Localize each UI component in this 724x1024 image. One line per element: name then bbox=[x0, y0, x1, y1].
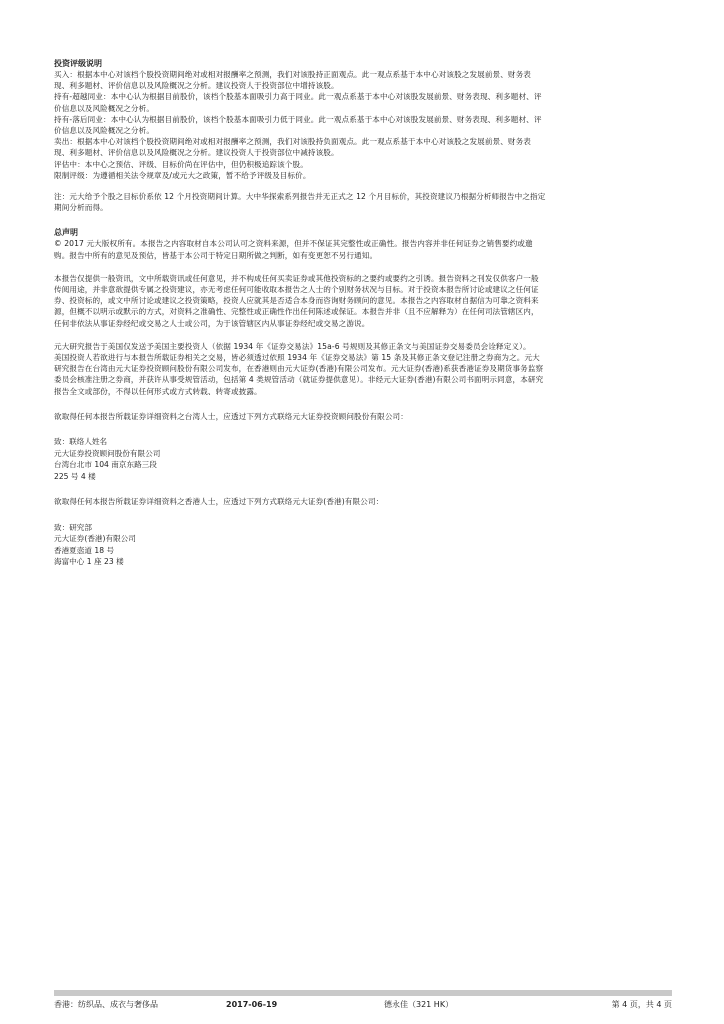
taiwan-address-line: 元大证券投资顾问股份有限公司 bbox=[54, 448, 161, 458]
rating-line: 持有-超越同业：本中心认为根据目前股价，该档个股基本面吸引力高于同业。此一观点系基于本中心对该股发展前景、财务表现、利多题材、评 bbox=[54, 92, 542, 102]
disclaimer-line: 任何非依法从事证券经纪或交易之人士或公司，为于该管辖区内从事证券经纪或交易之游说。 bbox=[54, 318, 370, 328]
footer-date: 2017-06-19 bbox=[226, 1000, 278, 1009]
hongkong-address-line: 海富中心 1 座 23 楼 bbox=[54, 557, 124, 567]
disclaimer-line: 元大研究报告于美国仅发送予美国主要投资人（依据 1934 年《证券交易法》15a-6 号规则及其修正条文与美国证券交易委员会诠释定义）。 bbox=[54, 341, 531, 351]
disclaimer-line: 券、投资标的，或文中所讨论或建议之投资策略，投资人应就其是否适合本身而咨询财务顾问的意见。本报告之内容取材自据信为可靠之资料来 bbox=[54, 296, 539, 306]
disclaimer-line: © 2017 元大版权所有。本报告之内容取材自本公司认可之资料来源，但并不保证其完整性或正确性。报告内容并非任何证券之销售要约或邀 bbox=[54, 239, 533, 249]
report-page bbox=[54, 58, 672, 568]
taiwan-address-line: 致：联络人姓名 bbox=[54, 437, 108, 447]
footer-company: 德永佳（321 HK） bbox=[384, 1000, 454, 1009]
taiwan-address-line: 225 号 4 楼 bbox=[54, 471, 96, 481]
hongkong-address-line: 致：研究部 bbox=[54, 522, 92, 532]
footer-divider bbox=[54, 990, 672, 996]
rating-line: 现、利多题材、评价信息以及风险概况之分析。建议投资人于投资部位中减持该股。 bbox=[54, 148, 339, 158]
page-footer bbox=[54, 998, 672, 1012]
disclaimer-section-title: 总声明 bbox=[54, 228, 78, 238]
rating-line: 限制评级：为遵循相关法令规章及/或元大之政策，暂不给予评级及目标价。 bbox=[54, 170, 311, 180]
taiwan-contact-intro: 欲取得任何本报告所载证券详细资料之台湾人士，应透过下列方式联络元大证券投资顾问股份有限公司： bbox=[54, 411, 408, 421]
taiwan-address-line: 台湾台北市 104 南京东路三段 bbox=[54, 460, 157, 470]
rating-note: 期间分析而得。 bbox=[54, 203, 108, 213]
disclaimer-line: 本报告仅提供一般资讯，文中所载资讯或任何意见，并不构成任何买卖证券或其他投资标的之要约或要约之引诱。报告资料之刊发仅供客户一般 bbox=[54, 273, 539, 283]
footer-sector: 香港：纺织品、成衣与奢侈品 bbox=[54, 1000, 158, 1009]
disclaimer-line: 购。报告中所有的意见及预估，皆基于本公司于特定日期所做之判断，如有变更恕不另行通知。 bbox=[54, 250, 378, 260]
hongkong-contact-intro: 欲取得任何本报告所载证券详细资料之香港人士，应透过下列方式联络元大证券(香港)有限公司： bbox=[54, 497, 384, 507]
disclaimer-line: 源，但概不以明示或默示的方式，对资料之准确性、完整性或正确性作出任何陈述或保证。本报告并非（且不应解释为）在任何司法管辖区内， bbox=[54, 307, 539, 317]
disclaimer-line: 美国投资人若欲进行与本报告所载证券相关之交易，皆必须透过依照 1934 年《证券交易法》第 15 条及其修正条文登记注册之券商为之。元大 bbox=[54, 353, 540, 363]
rating-line: 价信息以及风险概况之分析。 bbox=[54, 126, 155, 136]
rating-line: 价信息以及风险概况之分析。 bbox=[54, 103, 155, 113]
rating-line: 持有-落后同业：本中心认为根据目前股价，该档个股基本面吸引力低于同业。此一观点系基于本中心对该股发展前景、财务表现、利多题材、评 bbox=[54, 114, 542, 124]
rating-line: 买入：根据本中心对该档个股投资期间绝对或相对报酬率之预测，我们对该股持正面观点。此一观点系基于本中心对该股之发展前景、财务表 bbox=[54, 70, 532, 79]
rating-line: 评估中：本中心之预估、评级、目标价尚在评估中，但仍积极追踪该个股。 bbox=[54, 159, 308, 169]
rating-section-title: 投资评级说明 bbox=[54, 59, 102, 68]
hongkong-address-line: 元大证券(香港)有限公司 bbox=[54, 534, 136, 544]
rating-note: 注：元大给予个股之目标价系依 12 个月投资期间计算。大中华探索系列报告并无正式之 12 个月目标价，其投资建议乃根据分析师报告中之指定 bbox=[54, 192, 546, 202]
disclaimer-line: 委员会核准注册之券商，并获许从事受规管活动，包括第 4 类规管活动（就证券提供意见）。非经元大证券(香港)有限公司书面明示同意，本研究 bbox=[54, 375, 544, 385]
footer-page-number: 第 4 页，共 4 页 bbox=[611, 1000, 672, 1009]
rating-line: 现、利多题材、评价信息以及风险概况之分析。建议投资人于投资部位中增持该股。 bbox=[54, 81, 339, 91]
rating-line: 卖出：根据本中心对该档个股投资期间绝对或相对报酬率之预测，我们对该股持负面观点。此一观点系基于本中心对该股之发展前景、财务表 bbox=[54, 137, 532, 147]
hongkong-address-line: 香港夏悫道 18 号 bbox=[54, 545, 115, 555]
disclaimer-line: 研究报告在台湾由元大证券投资顾问股份有限公司发布，在香港则由元大证券(香港)有限公司发布。元大证券(香港)系获香港证券及期货事务监察 bbox=[54, 364, 544, 374]
disclaimer-line: 报告全文或部份，不得以任何形式或方式转载、转寄或披露。 bbox=[54, 386, 262, 396]
disclaimer-line: 传阅用途，并非意欲提供专属之投资建议，亦无考虑任何可能收取本报告之人士的个别财务状况与目标。对于投资本报告所讨论或建议之任何证 bbox=[54, 285, 539, 295]
